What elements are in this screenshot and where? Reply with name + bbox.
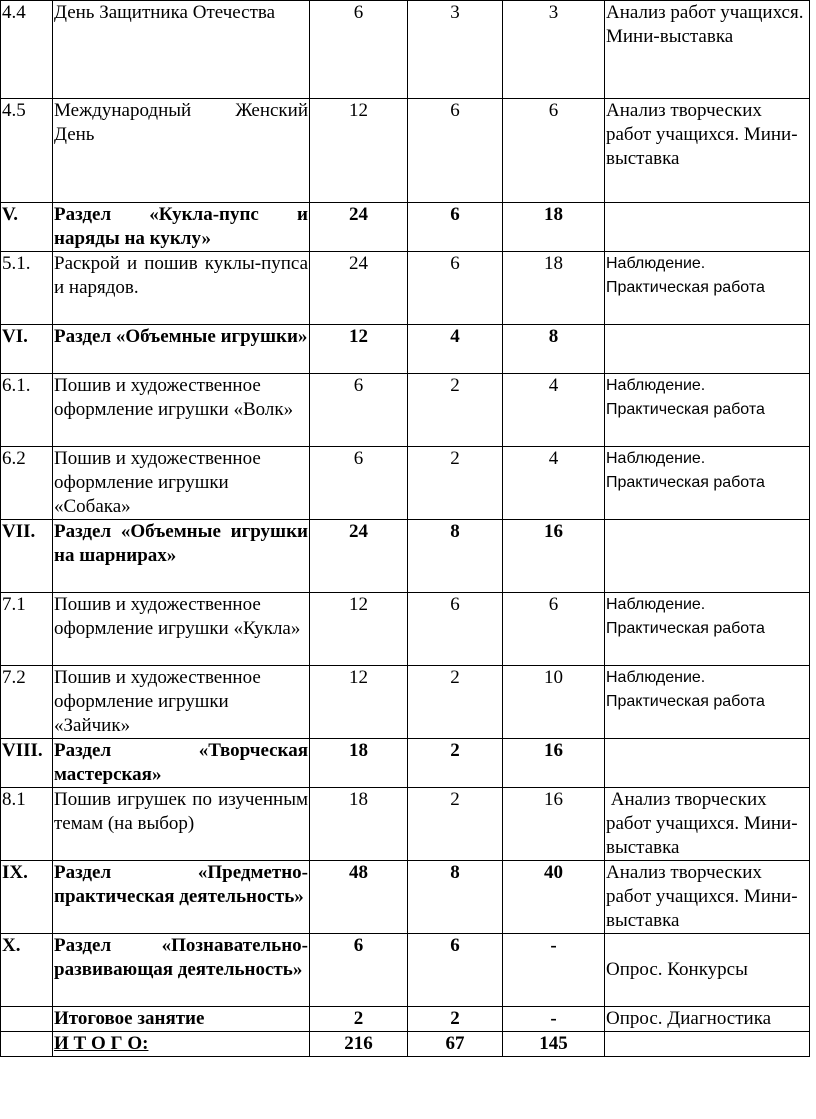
row-practice-hours: - — [503, 1007, 605, 1032]
row-total-hours: 6 — [310, 934, 408, 1007]
row-practice-hours: 18 — [503, 252, 605, 325]
row-control-form — [605, 739, 810, 788]
section-number: X. — [1, 934, 53, 1007]
section-row — [1, 739, 810, 788]
row-control-form: Опрос. Конкурсы — [605, 934, 810, 1007]
section-row — [1, 934, 810, 1007]
row-total-hours: 12 — [310, 99, 408, 203]
row-number: 4.4 — [1, 1, 53, 99]
row-topic: Пошив игрушек по изученным темам (на выбор) — [53, 788, 310, 861]
row-total-hours: 18 — [310, 788, 408, 861]
row-theory-hours: 8 — [408, 861, 503, 934]
grand-total-hours: 216 — [310, 1032, 408, 1057]
row-theory-hours: 2 — [408, 666, 503, 739]
row-theory-hours: 8 — [408, 520, 503, 593]
row-total-hours: 6 — [310, 447, 408, 520]
section-number: IX. — [1, 861, 53, 934]
table-row — [1, 447, 810, 520]
row-control-form — [605, 325, 810, 374]
row-control-form: Наблюдение. Практическая работа — [605, 593, 810, 666]
section-title: Раздел «Творческая мастерская» — [53, 739, 310, 788]
total-label: И Т О Г О: — [54, 1033, 149, 1054]
row-theory-hours: 2 — [408, 447, 503, 520]
row-practice-hours: 40 — [503, 861, 605, 934]
final-lesson-row — [1, 1007, 810, 1032]
table-row — [1, 374, 810, 447]
row-practice-hours: 8 — [503, 325, 605, 374]
row-total-hours: 48 — [310, 861, 408, 934]
section-number: VI. — [1, 325, 53, 374]
row-total-hours: 24 — [310, 203, 408, 252]
row-control-form: Анализ творческих работ учащихся. Мини-выставка — [605, 861, 810, 934]
row-control-form: Наблюдение. Практическая работа — [605, 252, 810, 325]
row-practice-hours: 18 — [503, 203, 605, 252]
row-theory-hours: 6 — [408, 934, 503, 1007]
row-control-form: Наблюдение. Практическая работа — [605, 666, 810, 739]
row-theory-hours: 2 — [408, 1007, 503, 1032]
row-total-hours: 6 — [310, 1, 408, 99]
table-row — [1, 1, 810, 99]
row-topic: Итоговое занятие — [53, 1007, 310, 1032]
row-practice-hours: 3 — [503, 1, 605, 99]
table-row — [1, 99, 810, 203]
row-topic: Раскрой и пошив куклы-пупса и нарядов. — [53, 252, 310, 325]
total-row — [1, 1032, 810, 1057]
section-row — [1, 203, 810, 252]
section-title: Раздел «Предметно-практическая деятельность» — [53, 861, 310, 934]
row-practice-hours: 6 — [503, 99, 605, 203]
row-topic: Международный Женский День — [53, 99, 310, 203]
section-row — [1, 861, 810, 934]
row-number — [1, 1007, 53, 1032]
row-number: 5.1. — [1, 252, 53, 325]
row-practice-hours: 4 — [503, 374, 605, 447]
row-theory-hours: 6 — [408, 203, 503, 252]
row-control-form: Анализ работ учащихся. Мини-выставка — [605, 1, 810, 99]
row-number — [1, 1032, 53, 1057]
row-control-form: Опрос. Диагностика — [605, 1007, 810, 1032]
row-topic: Пошив и художественное оформление игрушки «Зайчик» — [53, 666, 310, 739]
row-total-hours: 2 — [310, 1007, 408, 1032]
row-total-hours: 24 — [310, 252, 408, 325]
row-control-form: Наблюдение. Практическая работа — [605, 374, 810, 447]
row-control-form: Анализ творческих работ учащихся. Мини-выставка — [605, 99, 810, 203]
row-total-hours: 12 — [310, 593, 408, 666]
row-control-form: Анализ творческих работ учащихся. Мини-выставка — [605, 788, 810, 861]
row-practice-hours: 6 — [503, 593, 605, 666]
row-theory-hours: 2 — [408, 739, 503, 788]
row-number: 7.2 — [1, 666, 53, 739]
row-practice-hours: 16 — [503, 520, 605, 593]
grand-theory-hours: 67 — [408, 1032, 503, 1057]
row-total-hours: 12 — [310, 666, 408, 739]
row-practice-hours: 4 — [503, 447, 605, 520]
section-row — [1, 520, 810, 593]
row-number: 7.1 — [1, 593, 53, 666]
row-theory-hours: 2 — [408, 788, 503, 861]
table-row — [1, 788, 810, 861]
row-theory-hours: 6 — [408, 593, 503, 666]
row-number: 4.5 — [1, 99, 53, 203]
row-control-form — [605, 520, 810, 593]
row-topic: Пошив и художественное оформление игрушки «Собака» — [53, 447, 310, 520]
table-row — [1, 252, 810, 325]
row-topic: Пошив и художественное оформление игрушки «Волк» — [53, 374, 310, 447]
row-number: 6.1. — [1, 374, 53, 447]
section-number: VIII. — [1, 739, 53, 788]
grand-practice-hours: 145 — [503, 1032, 605, 1057]
row-practice-hours: - — [503, 934, 605, 1007]
table-row — [1, 666, 810, 739]
section-title: Раздел «Объемные игрушки» — [53, 325, 310, 374]
section-number: VII. — [1, 520, 53, 593]
section-row — [1, 325, 810, 374]
row-practice-hours: 16 — [503, 788, 605, 861]
row-topic: День Защитника Отечества — [53, 1, 310, 99]
row-topic: Пошив и художественное оформление игрушки «Кукла» — [53, 593, 310, 666]
row-number: 6.2 — [1, 447, 53, 520]
row-control-form: Наблюдение. Практическая работа — [605, 447, 810, 520]
section-title: Раздел «Познавательно-развивающая деятельность» — [53, 934, 310, 1007]
row-practice-hours: 10 — [503, 666, 605, 739]
section-title: Раздел «Объемные игрушки на шарнирах» — [53, 520, 310, 593]
section-number: V. — [1, 203, 53, 252]
row-control-form — [605, 203, 810, 252]
row-number: 8.1 — [1, 788, 53, 861]
row-theory-hours: 2 — [408, 374, 503, 447]
row-total-hours: 24 — [310, 520, 408, 593]
section-title: Раздел «Кукла-пупс и наряды на куклу» — [53, 203, 310, 252]
row-theory-hours: 4 — [408, 325, 503, 374]
row-theory-hours: 3 — [408, 1, 503, 99]
table-row — [1, 593, 810, 666]
row-control-form — [605, 1032, 810, 1057]
row-total-hours: 12 — [310, 325, 408, 374]
row-practice-hours: 16 — [503, 739, 605, 788]
row-total-hours: 18 — [310, 739, 408, 788]
row-total-hours: 6 — [310, 374, 408, 447]
row-theory-hours: 6 — [408, 99, 503, 203]
row-theory-hours: 6 — [408, 252, 503, 325]
